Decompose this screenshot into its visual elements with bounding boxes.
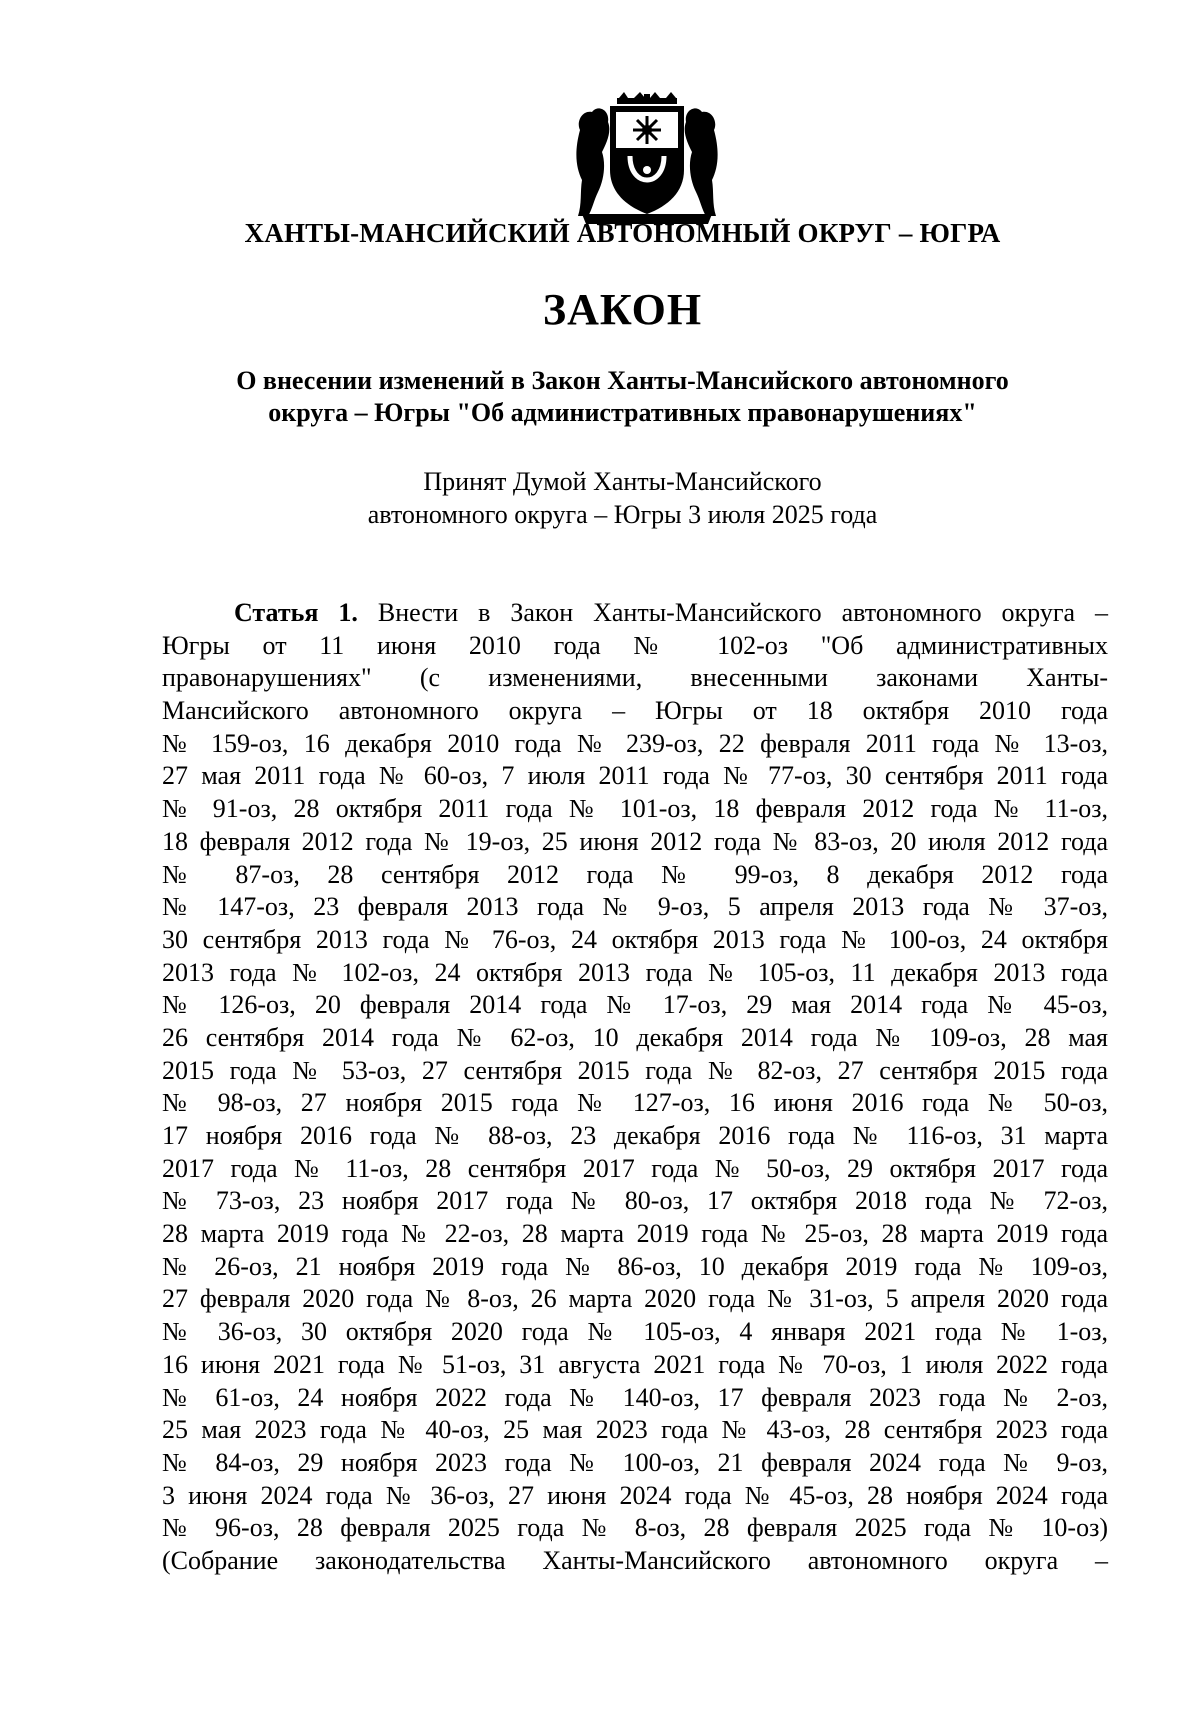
- adoption-note: [0, 465, 1200, 531]
- article-line: правонарушениях" (с изменениями, внесенными законами Ханты-: [162, 663, 1108, 693]
- article-line: № 98-оз, 27 ноября 2015 года № 127-оз, 16 июня 2016 года № 50-оз,: [162, 1088, 1108, 1118]
- document-type-heading: ЗАКОН: [542, 285, 703, 334]
- article-line: № 36-оз, 30 октября 2020 года № 105-оз, 4 января 2021 года № 1-оз,: [162, 1317, 1108, 1347]
- law-title-line: округа – Югры "Об административных правонарушениях": [268, 398, 977, 427]
- article-label: Статья 1.: [234, 598, 358, 627]
- article-line: 25 мая 2023 года № 40-оз, 25 мая 2023 года № 43-оз, 28 сентября 2023 года: [162, 1415, 1108, 1445]
- article-first-line: [162, 597, 1108, 630]
- article-line: 16 июня 2021 года № 51-оз, 31 августа 2021 года № 70-оз, 1 июля 2022 года: [162, 1349, 1108, 1379]
- article-line: № 84-оз, 29 ноября 2023 года № 100-оз, 21 февраля 2024 года № 9-оз,: [162, 1447, 1108, 1477]
- article-line: № 126-оз, 20 февраля 2014 года № 17-оз, 29 мая 2014 года № 45-оз,: [162, 990, 1108, 1020]
- article-line: № 87-оз, 28 сентября 2012 года № 99-оз, 8 декабря 2012 года: [162, 859, 1108, 889]
- article-line: 27 февраля 2020 года № 8-оз, 26 марта 2020 года № 31-оз, 5 апреля 2020 года: [162, 1284, 1108, 1314]
- article-line: Мансийского автономного округа – Югры от 18 октября 2010 года: [162, 696, 1108, 726]
- article-line: (Собрание законодательства Ханты-Мансийского автономного округа –: [162, 1545, 1108, 1575]
- article-line: 18 февраля 2012 года № 19-оз, 25 июня 2012 года № 83-оз, 20 июля 2012 года: [162, 826, 1108, 856]
- article-line: 2015 года № 53-оз, 27 сентября 2015 года № 82-оз, 27 сентября 2015 года: [162, 1055, 1108, 1085]
- coat-of-arms-emblem: [572, 92, 722, 227]
- article-line: 2013 года № 102-оз, 24 октября 2013 года № 105-оз, 11 декабря 2013 года: [162, 957, 1108, 987]
- article-line: № 61-оз, 24 ноября 2022 года № 140-оз, 17 февраля 2023 года № 2-оз,: [162, 1382, 1108, 1412]
- adoption-note-line: автономного округа – Югры 3 июля 2025 года: [367, 500, 878, 529]
- article-body: [162, 597, 1108, 1578]
- law-title-line: О внесении изменений в Закон Ханты-Мансийского автономного: [236, 366, 1009, 395]
- article-first-line-text: Внести в Закон Ханты-Мансийского автономного округа –: [377, 598, 1109, 627]
- article-line: 26 сентября 2014 года № 62-оз, 10 декабря 2014 года № 109-оз, 28 мая: [162, 1022, 1108, 1052]
- adoption-note-line: Принят Думой Ханты-Мансийского: [423, 467, 822, 496]
- article-line: 2017 года № 11-оз, 28 сентября 2017 года № 50-оз, 29 октября 2017 года: [162, 1153, 1108, 1183]
- article-line: № 26-оз, 21 ноября 2019 года № 86-оз, 10 декабря 2019 года № 109-оз,: [162, 1251, 1108, 1281]
- article-line: № 159-оз, 16 декабря 2010 года № 239-оз, 22 февраля 2011 года № 13-оз,: [162, 728, 1108, 758]
- article-line: 27 мая 2011 года № 60-оз, 7 июля 2011 года № 77-оз, 30 сентября 2011 года: [162, 761, 1108, 791]
- article-line: № 91-оз, 28 октября 2011 года № 101-оз, 18 февраля 2012 года № 11-оз,: [162, 794, 1108, 824]
- article-line: 3 июня 2024 года № 36-оз, 27 июня 2024 года № 45-оз, 28 ноября 2024 года: [162, 1480, 1108, 1510]
- region-heading: ХАНТЫ-МАНСИЙСКИЙ АВТОНОМНЫЙ ОКРУГ – ЮГРА: [244, 218, 1001, 248]
- article-line: № 96-оз, 28 февраля 2025 года № 8-оз, 28 февраля 2025 года № 10-оз): [162, 1513, 1108, 1543]
- article-line: 30 сентября 2013 года № 76-оз, 24 октября 2013 года № 100-оз, 24 октября: [162, 924, 1108, 954]
- article-line: № 73-оз, 23 ноября 2017 года № 80-оз, 17 октября 2018 года № 72-оз,: [162, 1186, 1108, 1216]
- article-line: № 147-оз, 23 февраля 2013 года № 9-оз, 5 апреля 2013 года № 37-оз,: [162, 892, 1108, 922]
- article-line: 17 ноября 2016 года № 88-оз, 23 декабря 2016 года № 116-оз, 31 марта: [162, 1121, 1108, 1150]
- law-title: [0, 365, 1200, 429]
- article-line: 28 марта 2019 года № 22-оз, 28 марта 2019 года № 25-оз, 28 марта 2019 года: [162, 1219, 1108, 1249]
- article-line: Югры от 11 июня 2010 года № 102-оз "Об административных: [162, 630, 1108, 660]
